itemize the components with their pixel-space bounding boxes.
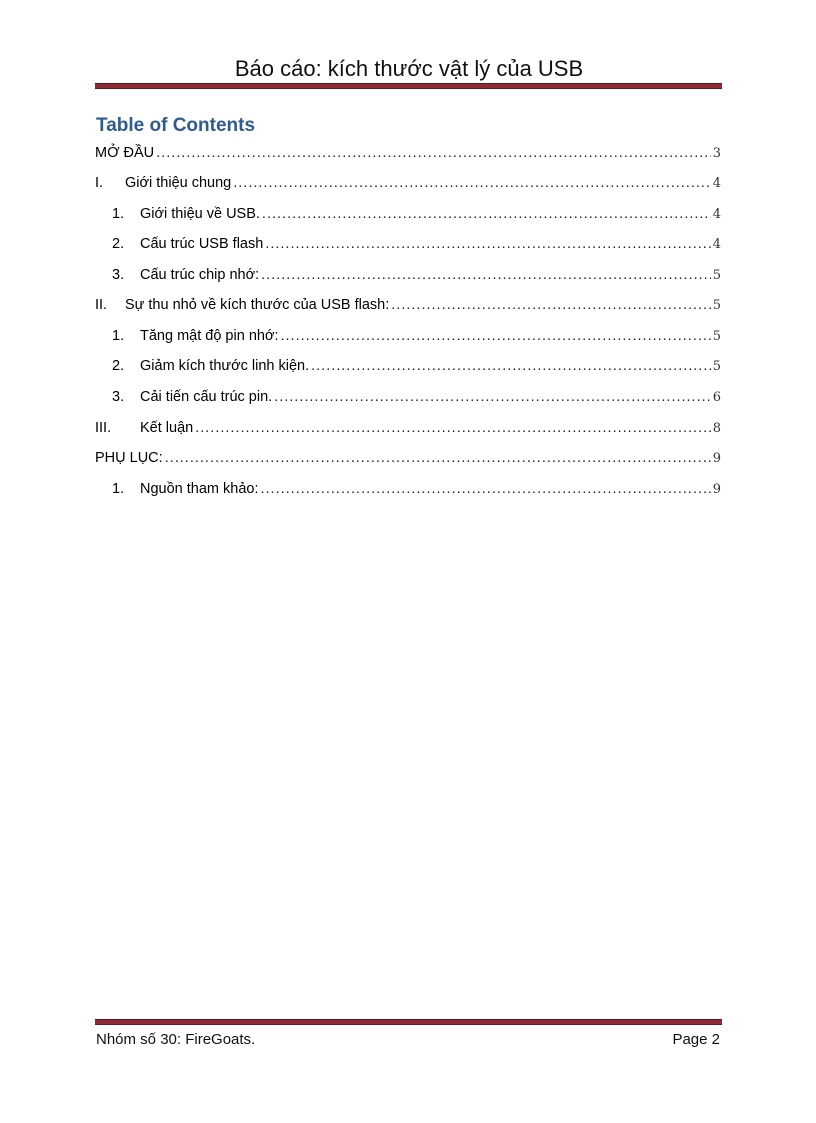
- toc-heading: Table of Contents: [96, 115, 256, 136]
- toc-entry-cai-tien-cau-truc[interactable]: [95, 386, 721, 408]
- toc-entry-gioi-thieu-chung[interactable]: [95, 172, 721, 194]
- toc-entry-gioi-thieu-usb[interactable]: [95, 203, 721, 225]
- toc-entry-number: 1.: [112, 206, 125, 222]
- toc-page-number: 5: [712, 268, 721, 283]
- toc-page-number: 4: [712, 207, 721, 222]
- toc-dot-leader: [165, 447, 711, 469]
- toc-entry-label: Nguồn tham khảo:: [140, 481, 259, 497]
- toc-entry-label: PHỤ LỤC:: [95, 450, 163, 466]
- toc-entry-number: 2.: [112, 358, 125, 374]
- toc-dot-leader: [265, 233, 710, 255]
- toc-entry-number: I.: [95, 175, 104, 191]
- toc-dot-leader: [262, 203, 711, 225]
- footer-page-number: Page 2: [672, 1031, 720, 1048]
- toc-entry-su-thu-nho[interactable]: [95, 294, 721, 316]
- toc-page-number: 6: [712, 390, 721, 405]
- toc-dot-leader: [274, 386, 711, 408]
- toc-dot-leader: [261, 478, 711, 500]
- toc-entry-number: 2.: [112, 236, 125, 252]
- toc-entry-tang-mat-do[interactable]: [95, 325, 721, 347]
- toc-entry-label: Tăng mật độ pin nhớ:: [140, 328, 279, 344]
- toc-entry-ket-luan[interactable]: [95, 417, 721, 439]
- toc-entry-cau-truc-chip-nho[interactable]: [95, 264, 721, 286]
- toc-entry-phu-luc[interactable]: [95, 447, 721, 469]
- toc-entry-label: Cấu trúc USB flash: [140, 236, 264, 252]
- toc-entry-label: Giới thiệu chung: [125, 175, 232, 191]
- toc-entry-label: Giới thiệu về USB.: [140, 206, 260, 222]
- toc-dot-leader: [195, 417, 711, 439]
- toc-page-number: 5: [712, 329, 721, 344]
- toc-entry-number: 3.: [112, 267, 125, 283]
- toc-page-number: 8: [712, 421, 721, 436]
- toc-entry-label: Cải tiến cấu trúc pin.: [140, 389, 273, 405]
- footer-divider: [95, 1019, 722, 1025]
- toc-entry-number: 3.: [112, 389, 125, 405]
- page-header-title: Báo cáo: kích thước vật lý của USB: [234, 56, 584, 81]
- toc-dot-leader: [280, 325, 710, 347]
- toc-entry-number: 1.: [112, 481, 125, 497]
- toc-dot-leader: [261, 264, 711, 286]
- toc-entry-label: Sự thu nhỏ về kích thước của USB flash:: [125, 297, 390, 313]
- toc-entry-cau-truc-usb-flash[interactable]: [95, 233, 721, 255]
- toc-entry-label: MỞ ĐẦU: [95, 145, 155, 161]
- toc-page-number: 4: [712, 176, 721, 191]
- toc-entry-giam-kich-thuoc[interactable]: [95, 355, 721, 377]
- toc-entry-label: Cấu trúc chip nhớ:: [140, 267, 260, 283]
- toc-entry-number: II.: [95, 297, 108, 313]
- toc-entry-mo-dau[interactable]: [95, 142, 721, 164]
- toc-dot-leader: [391, 294, 710, 316]
- toc-page-number: 9: [712, 482, 721, 497]
- toc-entry-number: III.: [95, 420, 112, 436]
- toc-page-number: 9: [712, 451, 721, 466]
- toc-dot-leader: [233, 172, 710, 194]
- toc-page-number: 3: [712, 146, 721, 161]
- toc-entry-label: Kết luận: [140, 420, 194, 436]
- toc-page-number: 5: [712, 359, 721, 374]
- toc-entry-nguon-tham-khao[interactable]: [95, 478, 721, 500]
- toc-entry-label: Giảm kích thước linh kiện.: [140, 358, 310, 374]
- toc-page-number: 5: [712, 298, 721, 313]
- toc-page-number: 4: [712, 237, 721, 252]
- header-divider: [95, 83, 722, 89]
- toc-entry-number: 1.: [112, 328, 125, 344]
- footer-group-name: Nhóm số 30: FireGoats.: [96, 1031, 256, 1048]
- toc-dot-leader: [311, 355, 711, 377]
- toc-dot-leader: [156, 142, 711, 164]
